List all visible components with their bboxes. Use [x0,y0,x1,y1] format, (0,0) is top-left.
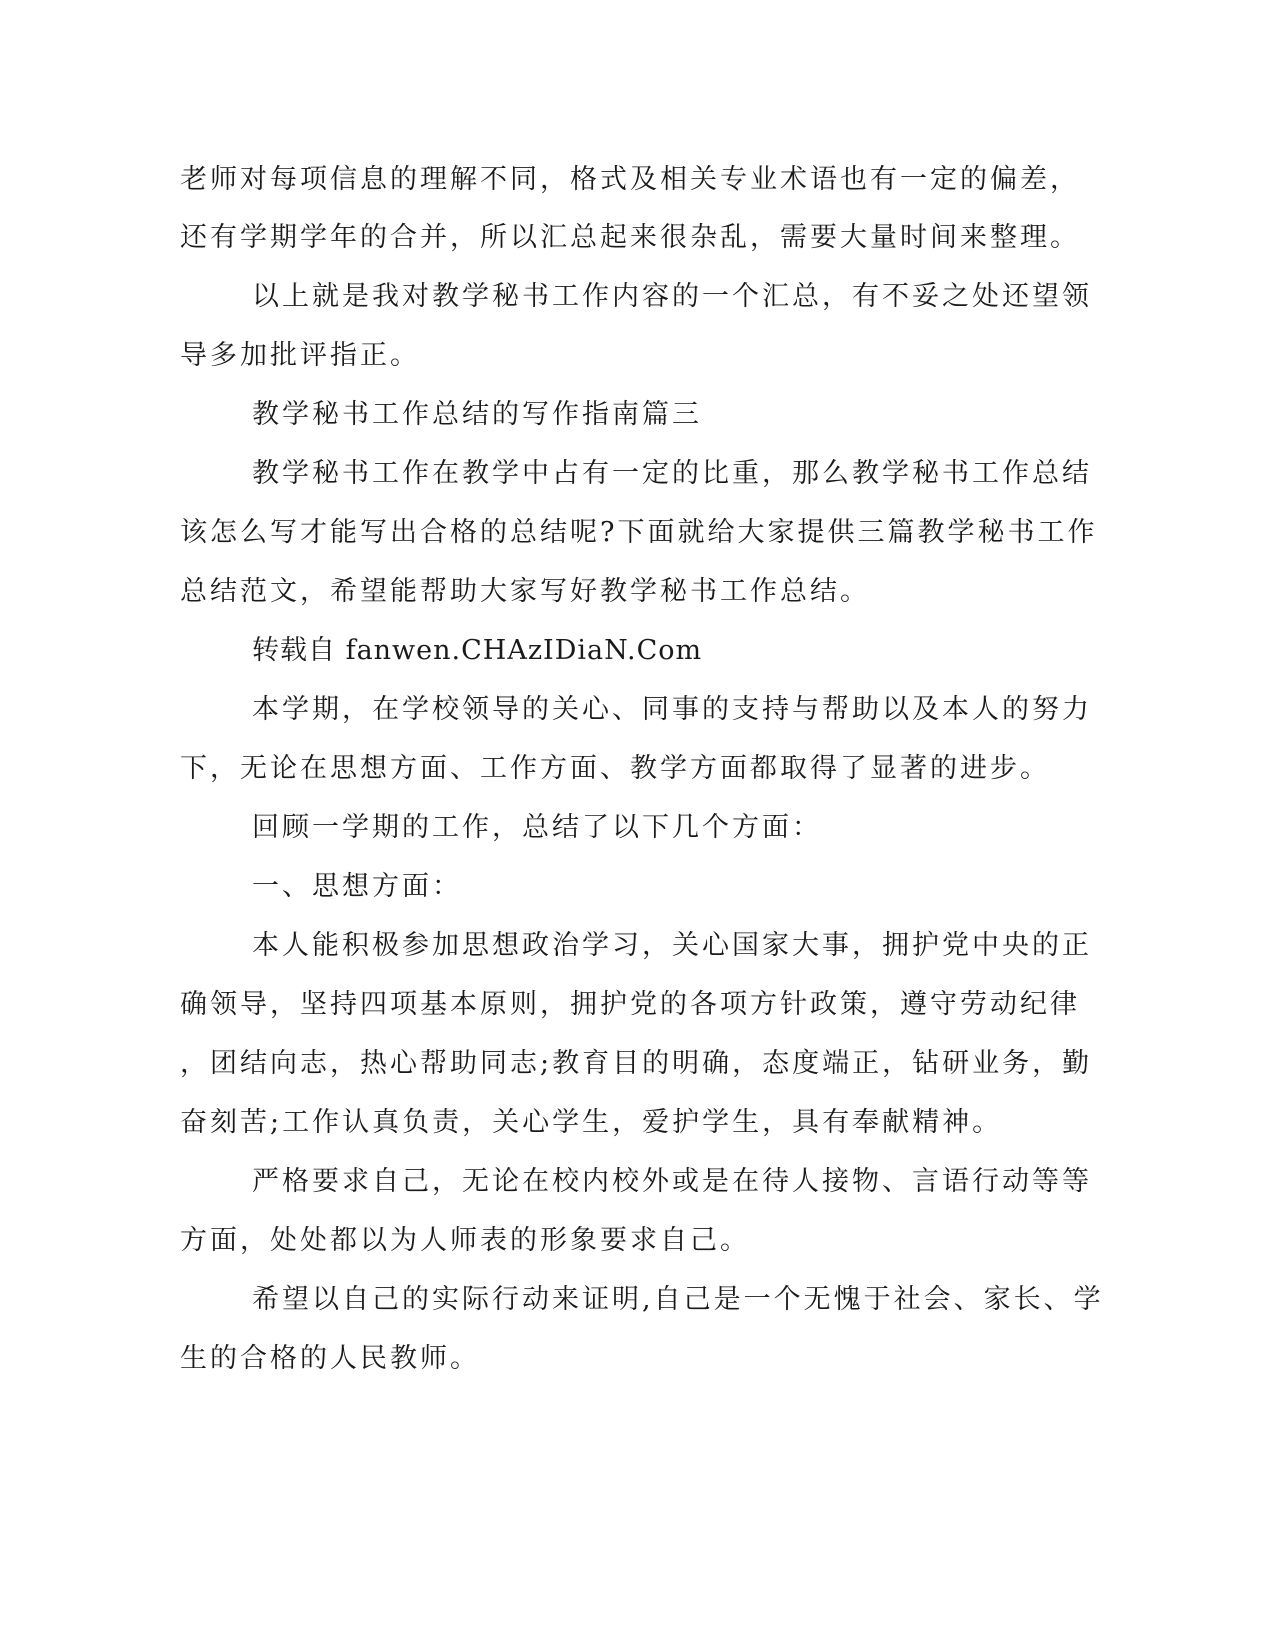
text-line: 生的合格的人民教师。 [180,1343,480,1374]
text-line: 老师对每项信息的理解不同，格式及相关专业术语也有一定的偏差， [180,164,1080,195]
text-line: 总结范文，希望能帮助大家写好教学秘书工作总结。 [180,576,870,607]
text-line: ，团结向志，热心帮助同志;教育目的明确，态度端正，钻研业务，勤 [180,1048,1093,1079]
text-line: 下，无论在思想方面、工作方面、教学方面都取得了显著的进步。 [180,753,1050,784]
paragraph-start: 教学秘书工作在教学中占有一定的比重，那么教学秘书工作总结 [252,458,1092,489]
section-heading: 教学秘书工作总结的写作指南篇三 [252,399,702,430]
paragraph-start: 严格要求自己，无论在校内校外或是在待人接物、言语行动等等 [252,1166,1092,1197]
text-line: 该怎么写才能写出合格的总结呢?下面就给大家提供三篇教学秘书工作 [180,517,1098,548]
text-line: 奋刻苦;工作认真负责，关心学生，爱护学生，具有奉献精神。 [180,1107,1003,1138]
text-line: 还有学期学年的合并，所以汇总起来很杂乱，需要大量时间来整理。 [180,222,1080,253]
paragraph-start: 回顾一学期的工作，总结了以下几个方面： [252,812,822,843]
paragraph-start: 希望以自己的实际行动来证明,自己是一个无愧于社会、家长、学 [252,1284,1104,1315]
text-line: 方面，处处都以为人师表的形象要求自己。 [180,1225,750,1256]
paragraph-start: 以上就是我对教学秘书工作内容的一个汇总，有不妥之处还望领 [252,281,1092,312]
paragraph-start: 本学期，在学校领导的关心、同事的支持与帮助以及本人的努力 [252,694,1092,725]
text-line: 导多加批评指正。 [180,340,420,371]
subheading: 一、思想方面： [252,871,462,902]
source-note: 转载自 fanwen.CHAzIDiaN.Com [252,635,703,666]
paragraph-start: 本人能积极参加思想政治学习，关心国家大事，拥护党中央的正 [252,930,1092,961]
text-line: 确领导，坚持四项基本原则，拥护党的各项方针政策，遵守劳动纪律 [180,989,1080,1020]
